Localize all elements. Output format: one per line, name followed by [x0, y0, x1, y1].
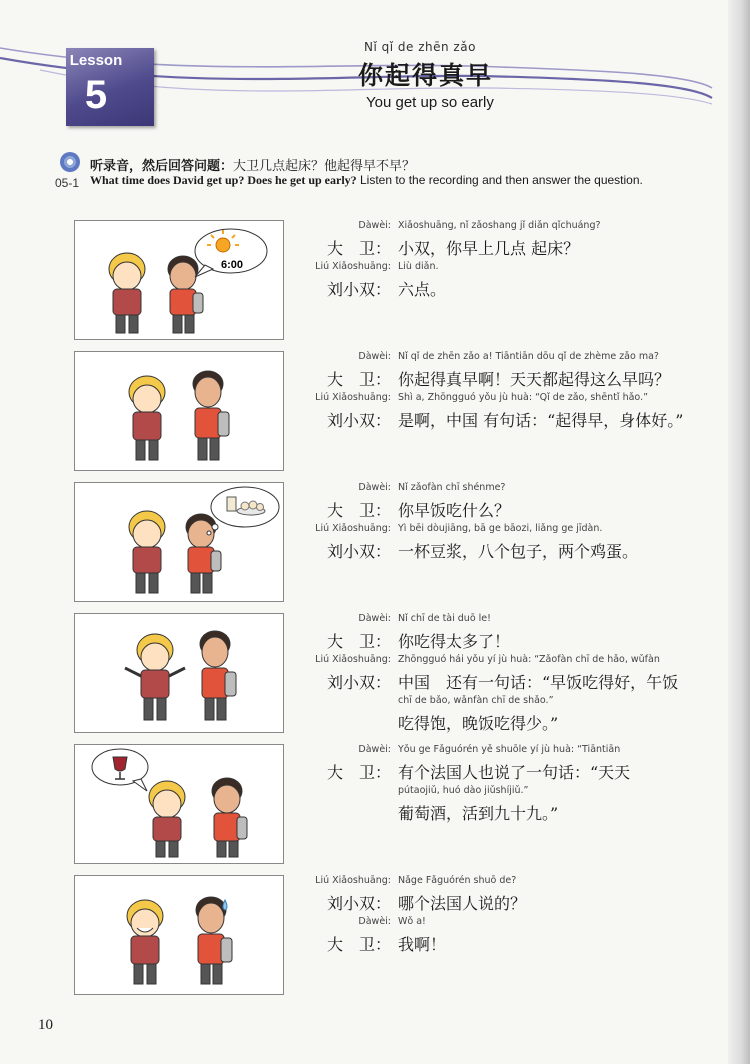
- instruction-chinese: [90, 155, 415, 174]
- comic-panel-1: [74, 220, 284, 340]
- line-pinyin: pútaojiǔ, huó dào jiǔshíjiǔ.”: [398, 785, 529, 796]
- speaker-pinyin: Liú Xiǎoshuāng:: [315, 654, 391, 665]
- dialogue-line: [300, 259, 720, 275]
- dialogue-line: [300, 799, 720, 824]
- dialogue-line: [300, 218, 720, 234]
- dialogue-line: [300, 521, 720, 537]
- speaker-hanzi: 刘小双：: [326, 411, 391, 430]
- instruction-chinese-question: 大卫几点起床？他起得早不早？: [233, 159, 416, 174]
- page-number: 10: [38, 1017, 53, 1033]
- dialogue-line: [300, 914, 720, 930]
- sweat-drop-icon: [223, 900, 227, 910]
- dialogue-5: [300, 742, 720, 824]
- comic-illustration-3: [75, 483, 283, 601]
- dialogue-line: [300, 537, 720, 562]
- speaker-hanzi: 刘小双：: [326, 280, 391, 299]
- line-pinyin: Nǎge Fǎguórén shuō de?: [398, 875, 517, 886]
- line-pinyin: chī de bǎo, wǎnfàn chī de shǎo.”: [398, 695, 554, 706]
- dialogue-3: [300, 480, 720, 562]
- dialogue-1: [300, 218, 720, 300]
- speaker-pinyin: Dàwèi:: [358, 220, 391, 231]
- title-pinyin: Nǐ qǐ de zhēn zǎo: [364, 40, 476, 54]
- speaker-pinyin: Dàwèi:: [358, 351, 391, 362]
- speaker-hanzi: 大 卫：: [326, 632, 391, 651]
- dialogue-line: [300, 930, 720, 955]
- comic-panel-2: [74, 351, 284, 471]
- dialogue-2: [300, 349, 720, 431]
- line-hanzi: 葡萄酒，活到九十九。”: [398, 804, 559, 823]
- dialogue-line: [300, 652, 720, 668]
- dialogue-line: [300, 406, 720, 431]
- lesson-badge: [66, 48, 154, 126]
- comic-illustration-6: [75, 876, 283, 994]
- speaker-hanzi: 刘小双：: [326, 542, 391, 561]
- line-pinyin: Nǐ qǐ de zhēn zǎo a! Tiāntiān dōu qǐ de zhème zǎo ma?: [398, 351, 659, 362]
- line-hanzi: 小双，你早上几点 起床？: [398, 239, 580, 258]
- comic-illustration-2: [75, 352, 283, 470]
- dialogue-line: [300, 742, 720, 758]
- comic-panel-3: [74, 482, 284, 602]
- clock-bubble-text: 6:00: [221, 259, 244, 271]
- line-pinyin: Nǐ chī de tài duō le!: [398, 613, 491, 624]
- speaker-hanzi: 刘小双：: [326, 894, 391, 913]
- comic-panel-6: [74, 875, 284, 995]
- comic-illustration-4: [75, 614, 283, 732]
- speaker-pinyin: Dàwèi:: [358, 744, 391, 755]
- line-hanzi: 有个法国人也说了一句话：“天天: [398, 763, 631, 782]
- dialogue-4: [300, 611, 720, 734]
- comic-panel-4: [74, 613, 284, 733]
- dialogue-line: [300, 889, 720, 914]
- dialogue-line: [300, 668, 720, 693]
- line-pinyin: Wǒ a!: [398, 916, 426, 927]
- dialogue-line: [300, 693, 720, 709]
- line-hanzi: 中国 还有一句话：“早饭吃得好，午饭: [398, 673, 679, 692]
- comic-panel-5: [74, 744, 284, 864]
- speaker-hanzi: 刘小双：: [326, 673, 391, 692]
- lesson-number: 5: [84, 73, 108, 117]
- dialogue-line: [300, 480, 720, 496]
- instruction-chinese-lead: 听录音，然后回答问题：: [90, 159, 234, 174]
- dialogue-line: [300, 709, 720, 734]
- line-pinyin: Zhōngguó hái yǒu yí jù huà: “Zǎofàn chī de hǎo, wǔfàn: [398, 654, 660, 665]
- speaker-hanzi: 大 卫：: [326, 501, 391, 520]
- speaker-pinyin: Liú Xiǎoshuāng:: [315, 523, 391, 534]
- page-edge-shadow: [728, 0, 750, 1064]
- speaker-pinyin: Liú Xiǎoshuāng:: [315, 392, 391, 403]
- line-hanzi: 是啊，中国 有句话：“起得早，身体好。”: [398, 411, 684, 430]
- speaker-pinyin: Liú Xiǎoshuāng:: [315, 875, 391, 886]
- dialogue-line: [300, 234, 720, 259]
- line-pinyin: Liù diǎn.: [398, 261, 439, 272]
- speaker-hanzi: 大 卫：: [326, 763, 391, 782]
- title-english: You get up so early: [366, 94, 494, 111]
- line-pinyin: Yì bēi dòujiāng, bā ge bāozi, liǎng ge jīdàn.: [398, 523, 603, 534]
- dialogue-line: [300, 627, 720, 652]
- dialogue-line: [300, 349, 720, 365]
- line-hanzi: 你吃得太多了！: [398, 632, 511, 651]
- cd-audio-icon[interactable]: [60, 152, 80, 172]
- speaker-hanzi: 大 卫：: [326, 935, 391, 954]
- comic-illustration-5: [75, 745, 283, 863]
- line-pinyin: Yǒu ge Fǎguórén yě shuōle yí jù huà: “Tiāntiān: [398, 744, 621, 755]
- line-pinyin: Shì a, Zhōngguó yǒu jù huà: “Qǐ de zǎo, shēntǐ hǎo.”: [398, 392, 649, 403]
- title-hanzi: 你起得真早: [358, 61, 494, 90]
- dialogue-line: [300, 758, 720, 783]
- dialogue-line: [300, 783, 720, 799]
- speaker-hanzi: 大 卫：: [326, 239, 391, 258]
- speaker-pinyin: Dàwèi:: [358, 613, 391, 624]
- dialogue-line: [300, 873, 720, 889]
- dialogue-line: [300, 390, 720, 406]
- comic-illustration-1: [75, 221, 283, 339]
- instruction-english-rest: Listen to the recording and then answer the question.: [356, 173, 643, 187]
- line-hanzi: 吃得饱，晚饭吃得少。”: [398, 714, 559, 733]
- line-hanzi: 你起得真早啊！天天都起得这么早吗？: [398, 370, 671, 389]
- dialogue-line: [300, 611, 720, 627]
- line-hanzi: 你早饭吃什么？: [398, 501, 511, 520]
- line-hanzi: 哪个法国人说的？: [398, 894, 527, 913]
- speaker-pinyin: Dàwèi:: [358, 482, 391, 493]
- line-hanzi: 我啊！: [398, 935, 447, 954]
- dialogue-line: [300, 365, 720, 390]
- line-hanzi: 六点。: [398, 280, 447, 299]
- speaker-pinyin: Dàwèi:: [358, 916, 391, 927]
- track-number: 05-1: [55, 176, 80, 190]
- speaker-hanzi: 大 卫：: [326, 370, 391, 389]
- line-pinyin: Nǐ zǎofàn chī shénme?: [398, 482, 506, 493]
- speaker-pinyin: Liú Xiǎoshuāng:: [315, 261, 391, 272]
- lesson-label: Lesson: [69, 52, 123, 69]
- dialogue-line: [300, 496, 720, 521]
- line-pinyin: Xiǎoshuāng, nǐ zǎoshang jǐ diǎn qǐchuáng?: [398, 220, 601, 231]
- dialogue-line: [300, 275, 720, 300]
- instruction-english-question: What time does David get up? Does he get up early?: [90, 173, 357, 187]
- instruction-english: [90, 173, 643, 188]
- line-hanzi: 一杯豆浆，八个包子，两个鸡蛋。: [398, 542, 639, 561]
- dialogue-6: [300, 873, 720, 955]
